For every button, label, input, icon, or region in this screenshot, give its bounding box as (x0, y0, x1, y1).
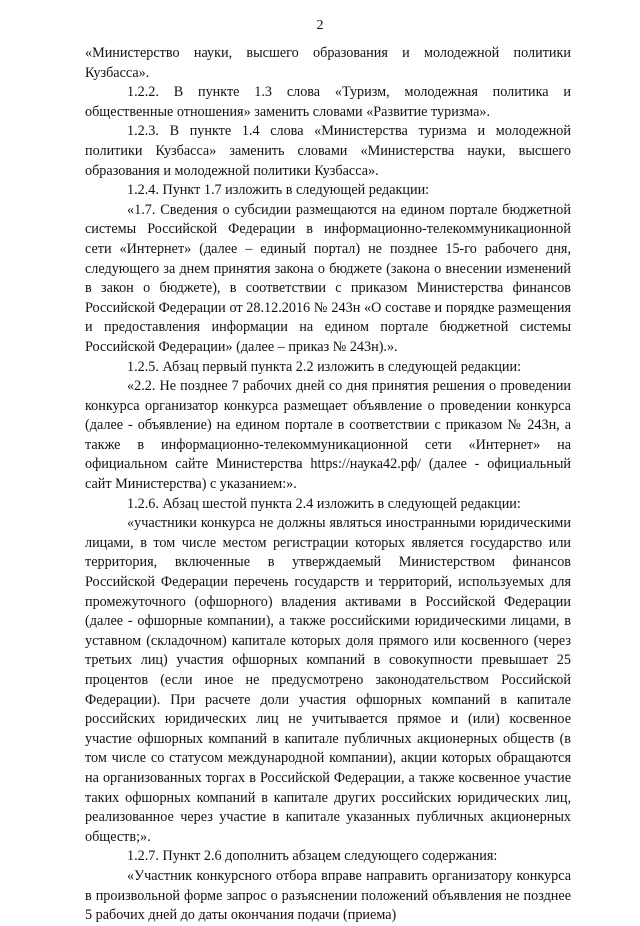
page-number: 2 (316, 18, 324, 33)
paragraph-9: «участники конкурса не должны являться иностранными юридическими лицами, в том числе местом регистрации которых является государство или территория, включенные в утверждаемый Министерством финансов Российской Федерации перечень государств и территорий, используемых для промежуточного (офшорного) владения активами в Российской Федерации (далее - офшорные компании), а также российскими юридическими лицами, в уставном (складочном) капитале которых доля прямого или косвенного (через третьих лиц) участия офшорных компаний в совокупности превышает 25 процентов (если иное не предусмотрено законодательством Российской Федерации). При расчете доли участия офшорных компаний в капитале российских юридических лиц не учитывается прямое и (или) косвенное участие офшорных компаний в капитале публичных акционерных обществ (в том числе со статусом международной компании), акции которых обращаются на организованных торгах в Российской Федерации, а также косвенное участие таких офшорных компаний в капитале других российских юридических лиц, реализованное через участие в капитале указанных публичных акционерных обществ;». (85, 515, 571, 845)
paragraph-3: 1.2.3. В пункте 1.4 слова «Министерства туризма и молодежной политики Кузбасса» заменить словами «Министерства науки, высшего образования и молодежной политики Кузбасса». (85, 123, 571, 179)
document-body (85, 44, 571, 926)
paragraph-8: 1.2.6. Абзац шестой пункта 2.4 изложить в следующей редакции: (127, 495, 521, 512)
paragraph-2: 1.2.2. В пункте 1.3 слова «Туризм, молодежная политика и общественные отношения» заменить словами «Развитие туризма». (85, 84, 571, 120)
paragraph-7: «2.2. Не позднее 7 рабочих дней со дня принятия решения о проведении конкурса организатор конкурса размещает объявление о проведении конкурса (далее - объявление) на едином портале в соответствии с приказом № 243н, а также в информационно-телекоммуникационной сети «Интернет» на официальном сайте Министерства https://наука42.рф/ (далее - официальный сайт Министерства) с указанием:». (85, 378, 571, 493)
paragraph-11: «Участник конкурсного отбора вправе направить организатору конкурса в произвольной форме запрос о разъяснении положений объявления не позднее 5 рабочих дней до даты окончания подачи (приема) (85, 867, 571, 924)
paragraph-10: 1.2.7. Пункт 2.6 дополнить абзацем следующего содержания: (127, 848, 498, 865)
paragraph-6: 1.2.5. Абзац первый пункта 2.2 изложить в следующей редакции: (127, 358, 522, 375)
paragraph-4: 1.2.4. Пункт 1.7 изложить в следующей редакции: (127, 182, 430, 199)
paragraph-5: «1.7. Сведения о субсидии размещаются на едином портале бюджетной системы Российской Федерации в информационно-телекоммуникационной сети «Интернет» (далее – единый портал) не позднее 15-го рабочего дня, следующего за днем принятия закона о бюджете (закона о внесении изменений в закон о бюджете), в соответствии с приказом Министерства финансов Российской Федерации от 28.12.2016 № 243н «О составе и порядке размещения и предоставления информации на едином портале бюджетной системы Российской Федерации» (далее – приказ № 243н).». (85, 201, 571, 355)
paragraph-1: «Министерство науки, высшего образования и молодежной политики Кузбасса». (85, 45, 571, 81)
